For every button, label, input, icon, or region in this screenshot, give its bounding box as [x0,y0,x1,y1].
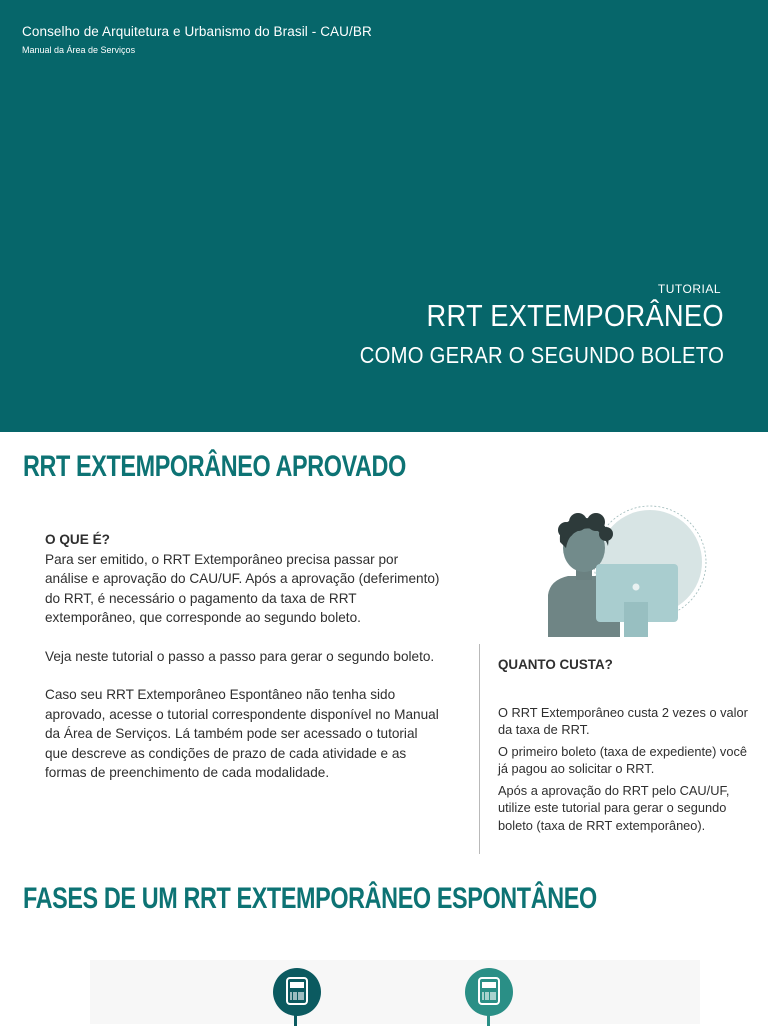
what-is-question: O QUE É? [45,532,110,547]
what-is-paragraph-1: Para ser emitido, o RRT Extemporâneo precisa passar por análise e aprovação do CAU/UF. Após a aprovação (deferimento) do RRT, é necessário o pagamento da taxa de RRT extemporâneo, que corresponde ao segundo boleto. [45,551,440,625]
page-subtitle: COMO GERAR O SEGUNDO BOLETO [359,342,724,368]
cost-paragraph-1: O RRT Extemporâneo custa 2 vezes o valor da taxa de RRT. [498,704,748,737]
what-is-paragraph-2: Veja neste tutorial o passo a passo para gerar o segundo boleto. [45,648,435,664]
tutorial-tag: TUTORIAL [657,282,721,296]
cost-paragraph-3: Após a aprovação do RRT pelo CAU/UF, utilize este tutorial para gerar o segundo boleto (taxa de RRT extemporâneo). [498,782,730,833]
organization-name: Conselho de Arquitetura e Urbanismo do Brasil - CAU/BR [22,24,372,39]
person-laptop-illustration [540,500,710,645]
header-banner [0,0,768,432]
column-divider [479,644,480,854]
what-is-block [45,530,440,802]
page-title: RRT EXTEMPORÂNEO [426,298,724,333]
section-heading-approved: RRT EXTEMPORÂNEO APROVADO [23,450,406,483]
section-heading-phases: FASES DE UM RRT EXTEMPORÂNEO ESPONTÂNEO [23,882,597,915]
cost-paragraph-2: O primeiro boleto (taxa de expediente) você já pagou ao solicitar o RRT. [498,743,747,776]
cost-block [498,656,748,838]
manual-name: Manual da Área de Serviços [22,45,136,55]
cost-question: QUANTO CUSTA? [498,657,613,672]
phase-2-connector [487,1014,490,1026]
phase-2-barcode-icon [465,968,513,1016]
phase-1-connector [294,1014,297,1026]
what-is-paragraph-3: Caso seu RRT Extemporâneo Espontâneo não tenha sido aprovado, acesse o tutorial correspondente disponível no Manual da Área de Serviços. Lá também pode ser acessado o tutorial que descreve as condições de prazo de cada atividade e as formas de preenchimento de cada modalidade. [45,687,439,780]
phase-1-barcode-icon [273,968,321,1016]
phases-panel [90,960,700,1024]
